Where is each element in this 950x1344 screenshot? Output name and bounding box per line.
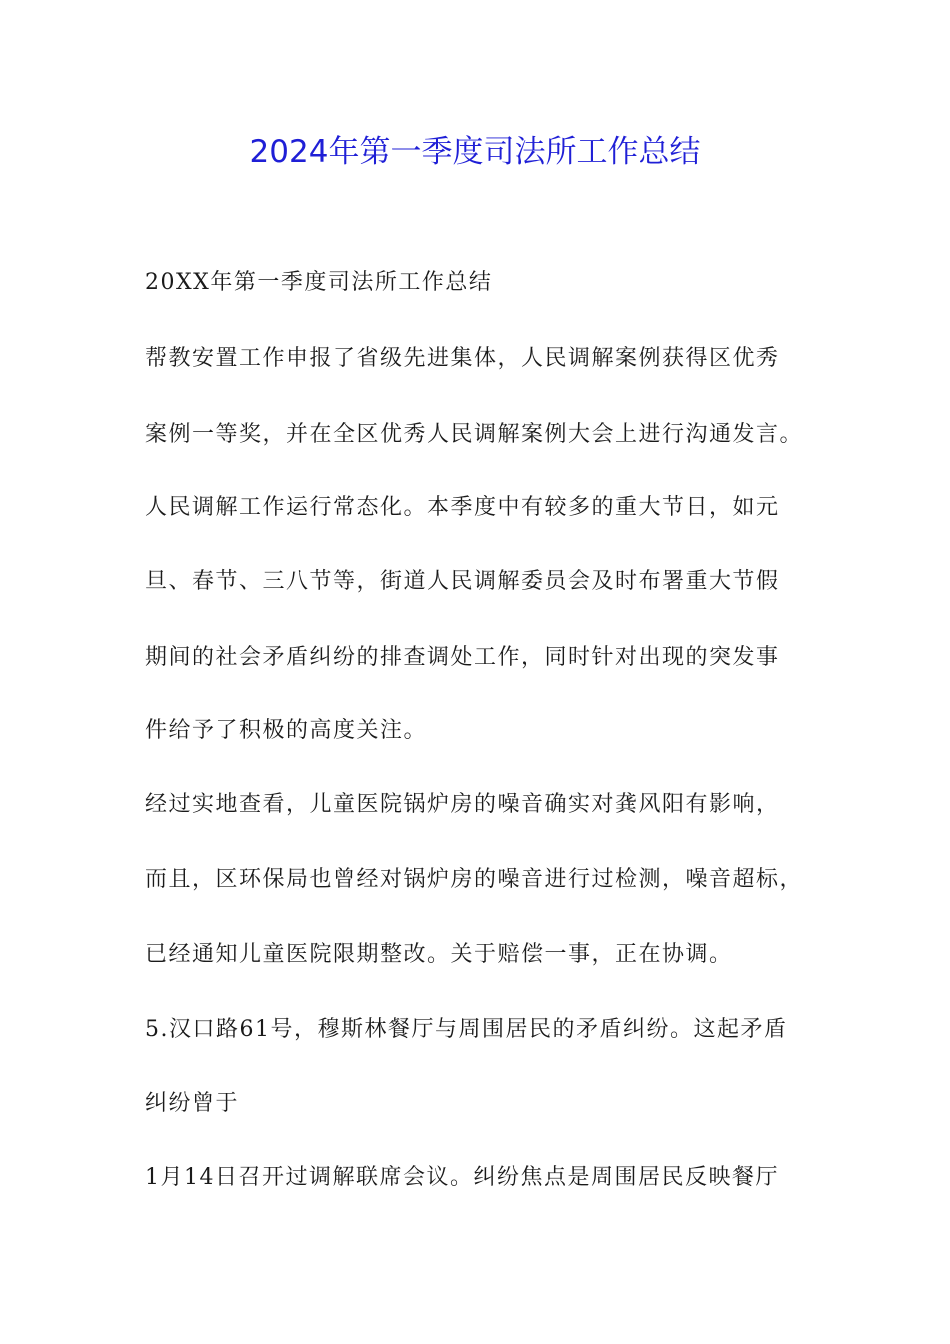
body-line: 旦、春节、三八节等，街道人民调解委员会及时布署重大节假 — [145, 569, 780, 594]
body-line: 已经通知儿童医院限期整改。关于赔偿一事，正在协调。 — [145, 942, 733, 967]
body-line: 纠纷曾于 — [145, 1091, 240, 1116]
document-title: 2024年第一季度司法所工作总结 — [249, 134, 701, 170]
body-line: 而且，区环保局也曾经对锅炉房的噪音进行过检测，噪音超标， — [145, 867, 804, 892]
body-line: 5.汉口路61号，穆斯林餐厅与周围居民的矛盾纠纷。这起矛盾 — [145, 1017, 788, 1042]
body-line: 1月14日召开过调解联席会议。纠纷焦点是周围居民反映餐厅 — [145, 1165, 779, 1190]
body-line: 期间的社会矛盾纠纷的排查调处工作，同时针对出现的突发事 — [145, 645, 780, 670]
body-line: 帮教安置工作申报了省级先进集体，人民调解案例获得区优秀 — [145, 346, 780, 371]
body-line: 经过实地查看，儿童医院锅炉房的噪音确实对龚风阳有影响， — [145, 792, 780, 817]
body-line: 件给予了积极的高度关注。 — [145, 718, 428, 743]
body-line: 案例一等奖，并在全区优秀人民调解案例大会上进行沟通发言。 — [145, 422, 804, 447]
body-line: 人民调解工作运行常态化。本季度中有较多的重大节日，如元 — [145, 495, 780, 520]
body-line: 20XX年第一季度司法所工作总结 — [145, 270, 493, 295]
